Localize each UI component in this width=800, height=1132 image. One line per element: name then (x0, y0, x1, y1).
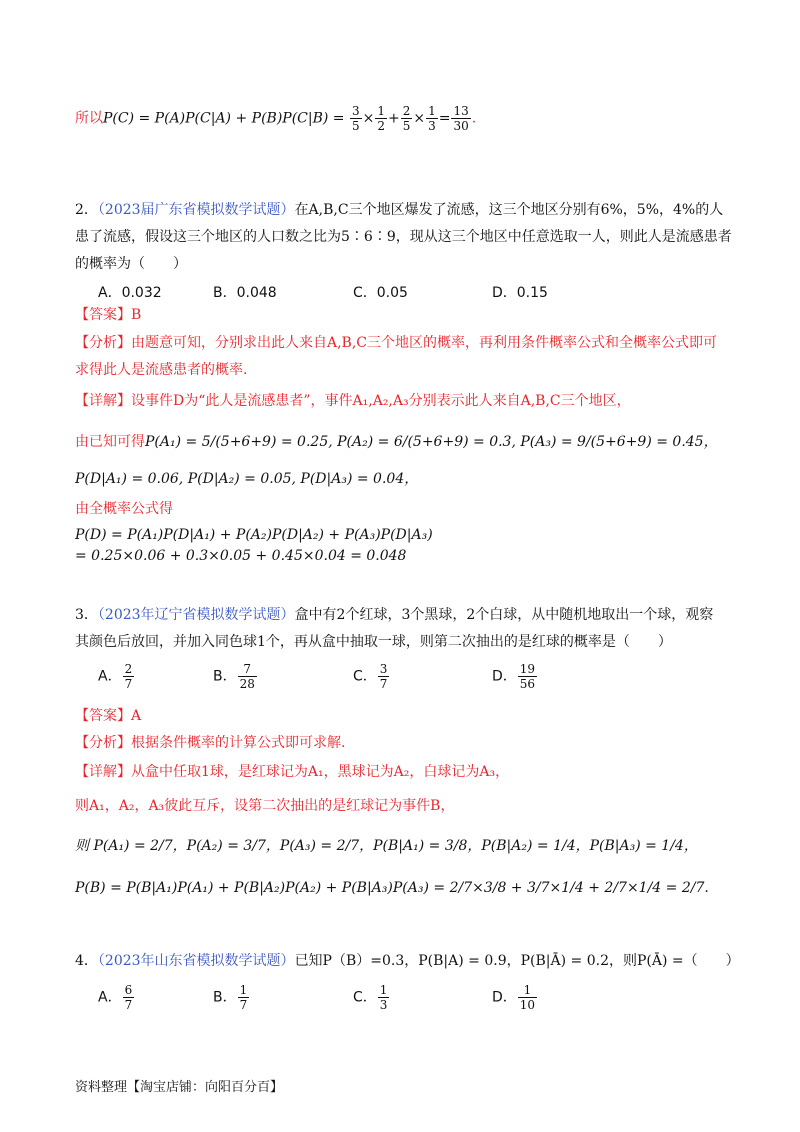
q4-option-d: D． $\frac{1}{10}$ (492, 983, 536, 1012)
q4-text: 已知P（B）=0.3，P(B|A) = 0.9，P(B|Ā) = 0.2，则P(Ā) =（ ） (294, 953, 740, 969)
q4-option-a: A． $\frac{6}{7}$ (98, 983, 133, 1012)
q3-detail2: 则A₁，A₂，A₃彼此互斥，设第二次抽出的是红球记为事件B， (75, 798, 455, 814)
q3-detail1: 【详解】从盒中任取1球，是红球记为A₁，黑球记为A₂，白球记为A₃， (75, 764, 510, 780)
q3-option-d: D． $\frac{19}{56}$ (492, 662, 536, 691)
q3-line1 (75, 605, 713, 625)
q2-line1 (75, 200, 723, 220)
q3-detail4: P(B) = P(B|A₁)P(A₁) + P(B|A₂)P(A₂) + P(B|A₃)P(A₃) = 2/7×3/8 + 3/7×1/4 + 2/7×1/4 = 2/7. (75, 880, 709, 896)
q2-detail5: P(D) = P(A₁)P(D|A₁) + P(A₂)P(D|A₂) + P(A₃)P(D|A₃) (75, 527, 433, 543)
q2-analysis2: 求得此人是流感患者的概率. (75, 362, 248, 378)
top-conclusion: 所以P(C) = P(A)P(C|A) + P(B)P(C|B) = $\frac{3}{5}$ × $\frac{1}{2}$ + $\frac{2}{5}$ × $\frac{1}{3}$ = $\frac{13}{30}$ . (75, 104, 477, 133)
q4-option-b: B． $\frac{1}{7}$ (213, 983, 248, 1012)
q2-answer: 【答案】B (75, 307, 142, 323)
q2-line3: 的概率为（ ） (75, 256, 187, 272)
q2-detail6: = 0.25×0.06 + 0.3×0.05 + 0.45×0.04 = 0.048 (75, 548, 407, 564)
q4-option-c: C． $\frac{1}{3}$ (353, 983, 388, 1012)
q2-option-b: B．0.048 (213, 285, 277, 301)
q3-analysis: 【分析】根据条件概率的计算公式即可求解. (75, 735, 346, 751)
q2-number: 2． (75, 202, 98, 218)
q3-source: （2023年辽宁省模拟数学试题） (97, 607, 295, 623)
frac-1-3: $\frac{1}{3}$ (428, 104, 436, 133)
q2-analysis1: 【分析】由题意可知，分别求出此人来自A,B,C三个地区的概率，再利用条件概率公式和全概率公式即可 (75, 335, 718, 351)
q2-detail3: P(D|A₁) = 0.06, P(D|A₂) = 0.05, P(D|A₃) = 0.04， (75, 471, 419, 487)
frac-1-2: $\frac{1}{2}$ (377, 104, 385, 133)
frac-3-5: $\frac{3}{5}$ (351, 104, 360, 133)
q4-line1 (75, 951, 740, 971)
q2-detail1: 【详解】设事件D为“此人是流感患者”，事件A₁,A₂,A₃分别表示此人来自A,B,C三个地区， (75, 393, 631, 409)
q3-number: 3． (75, 607, 98, 623)
q2-detail2 (75, 432, 718, 452)
q2-detail2-prefix: 由已知可得 (75, 434, 145, 450)
q2-detail4: 由全概率公式得 (75, 501, 173, 517)
q2-option-c: C．0.05 (353, 285, 408, 301)
q2-text1: 在A,B,C三个地区爆发了流感，这三个地区分别有6%，5%，4%的人 (294, 202, 724, 218)
frac-13-30: $\frac{13}{30}$ (453, 104, 469, 133)
q3-option-b: B． $\frac{7}{28}$ (213, 662, 255, 691)
top-prefix: 所以 (75, 110, 103, 127)
q3-line2: 其颜色后放回，并加入同色球1个，再从盒中抽取一球，则第二次抽出的是红球的概率是（ ） (75, 634, 672, 650)
frac-2-5: $\frac{2}{5}$ (402, 104, 411, 133)
q2-option-a: A．0.032 (98, 285, 162, 301)
q4-source: （2023年山东省模拟数学试题） (97, 953, 295, 969)
q4-number: 4． (75, 953, 98, 969)
top-formula: P(C) = P(A)P(C|A) + P(B)P(C|B) = (103, 110, 345, 127)
q2-detail2-formula: P(A₁) = 5/(5+6+9) = 0.25, P(A₂) = 6/(5+6+9) = 0.3, P(A₃) = 9/(5+6+9) = 0.45， (145, 434, 718, 450)
q3-option-a: A． $\frac{2}{7}$ (98, 662, 133, 691)
q2-line2: 患了流感，假设这三个地区的人口数之比为5∶6∶9，现从这三个地区中任意选取一人，则此人是流感患者 (75, 229, 732, 245)
q3-text1: 盒中有2个红球，3个黑球，2个白球，从中随机地取出一个球，观察 (294, 607, 714, 623)
q2-source: （2023届广东省模拟数学试题） (97, 202, 295, 218)
q2-option-d: D．0.15 (492, 285, 548, 301)
q3-answer: 【答案】A (75, 708, 142, 724)
q3-detail3: 则 P(A₁) = 2/7，P(A₂) = 3/7，P(A₃) = 2/7，P(B|A₁) = 3/8，P(B|A₂) = 1/4，P(B|A₃) = 1/4， (75, 838, 698, 854)
page-footer: 资料整理【淘宝店铺：向阳百分百】 (75, 1080, 284, 1095)
q3-option-c: C． $\frac{3}{7}$ (353, 662, 388, 691)
